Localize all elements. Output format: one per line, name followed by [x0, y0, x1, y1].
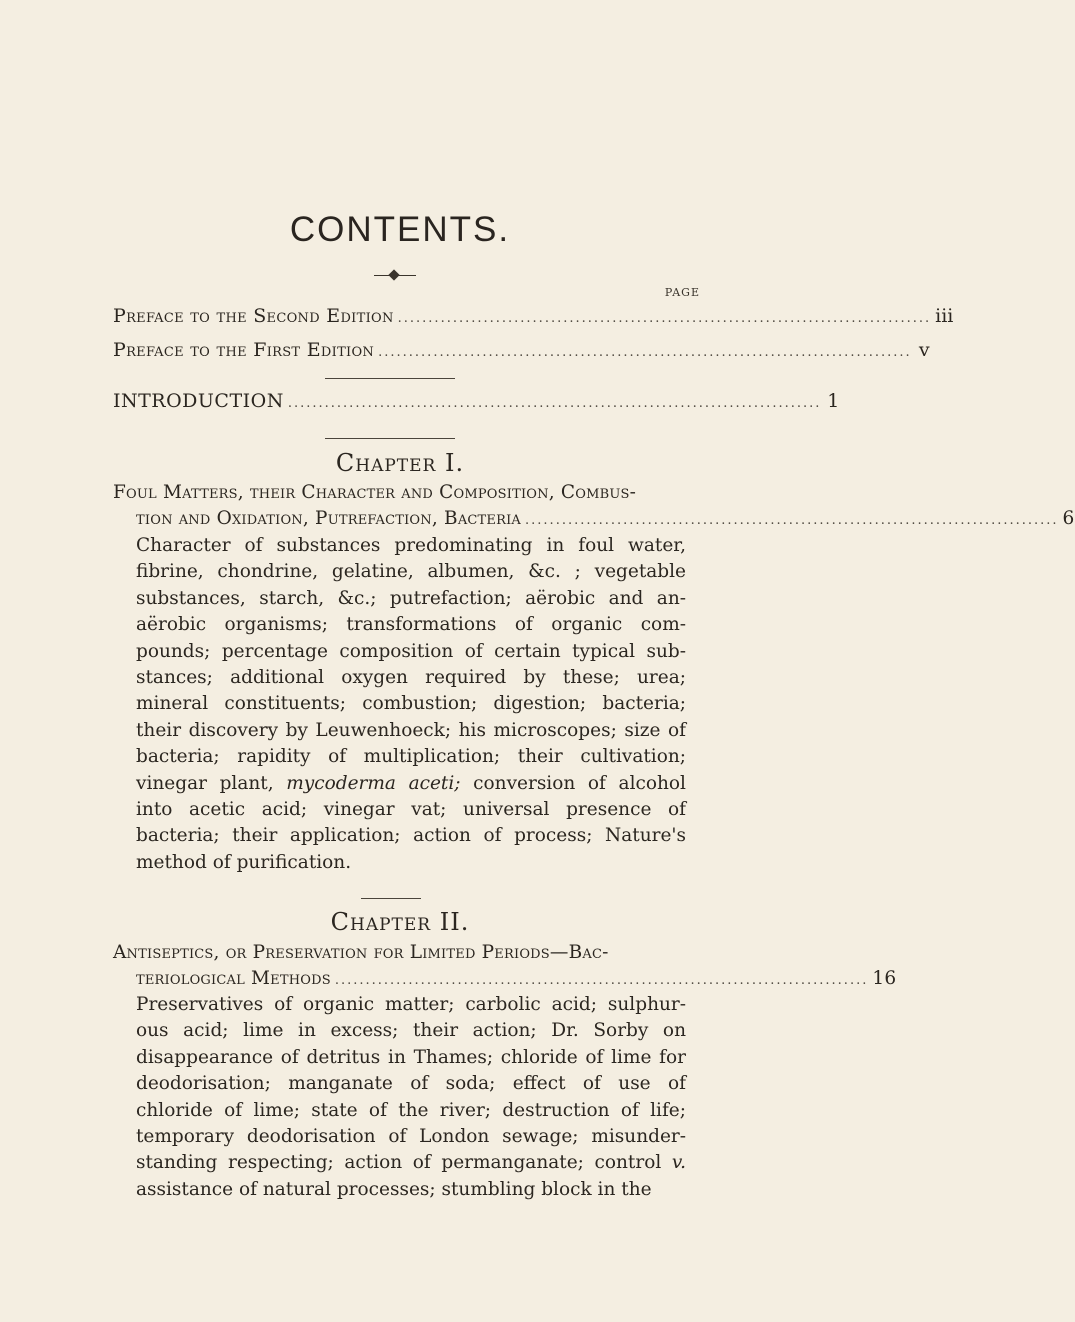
chapter-page: 16: [872, 968, 897, 989]
chapter-page: 6: [1062, 508, 1075, 529]
summary-text: assistance of natural processes; stumbling block in the: [136, 1178, 652, 1200]
toc-entry-page: iii: [935, 305, 954, 327]
divider: [325, 438, 455, 439]
diamond-icon: [388, 269, 399, 280]
page-title: CONTENTS.: [289, 210, 511, 249]
chapter-title-line: Foul Matters, their Character and Composition, Combus-: [113, 482, 637, 503]
summary-text: Preservatives of organic matter; carbolic acid; sulphur-ous acid; lime in excess; their action; Dr. Sorby on disappearance of detritus in Thames; chloride of lime for deodorisation; manganate of soda; effect of use of chloride of lime; state of the river; destruction of life; temporary deodorisation of London sewage; misunder-standing respecting; action of permanganate; control: [136, 994, 686, 1174]
chapter-title[interactable]: [113, 940, 897, 994]
chapter-title-text: teriological Methods: [136, 968, 331, 989]
chapter-heading: Chapter II.: [330, 908, 470, 936]
dot-leader: .......................................................................................: [378, 345, 912, 360]
chapter-title-line: [113, 506, 1075, 534]
summary-italic: mycoderma aceti;: [286, 772, 461, 794]
divider: [361, 898, 421, 899]
chapter-summary: [136, 533, 686, 876]
chapter-title-line: Antiseptics, or Preservation for Limited Periods—Bac-: [113, 942, 609, 963]
toc-entry-label: INTRODUCTION: [113, 390, 284, 412]
toc-entry-page: v: [918, 339, 930, 361]
summary-text: conversion of alcohol into acetic acid; vinegar vat; universal presence of bacteria; their application; action of process; Nature's method of purification.: [136, 772, 686, 873]
chapter-title-line: [113, 966, 897, 994]
summary-italic: v.: [671, 1152, 686, 1174]
toc-entry-label: Preface to the First Edition: [113, 339, 375, 361]
chapter-title-text: tion and Oxidation, Putrefaction, Bacteria: [136, 508, 522, 529]
toc-entry-preface-second[interactable]: [113, 305, 954, 331]
toc-entry-label: Preface to the Second Edition: [113, 305, 394, 327]
divider: [325, 378, 455, 379]
page-column-label: PAGE: [664, 286, 700, 299]
diamond-ornament: [374, 271, 416, 281]
dot-leader: .......................................................................................: [397, 311, 932, 326]
chapter-heading: Chapter I.: [335, 449, 465, 477]
toc-entry-page: 1: [827, 390, 840, 412]
toc-entry-introduction[interactable]: [113, 390, 840, 416]
summary-text: Character of substances predominating in foul water, fibrine, chondrine, gelatine, albumen, &c. ; vegetable substances, starch, &c.; putrefaction; aërobic and an-aërobic organisms; transformations of organic com-pounds; percentage composition of certain typical sub-stances; additional oxygen required by these; urea; mineral constituents; combustion; digestion; bacteria; their discovery by Leuwenhoeck; his microscopes; size of bacteria; rapidity of multiplication; their cultivation; vinegar plant,: [136, 535, 686, 794]
dot-leader: .......................................................................................: [287, 396, 822, 411]
dot-leader: .......................................................................................: [334, 973, 869, 988]
chapter-summary: [136, 992, 686, 1203]
dot-leader: .......................................................................................: [525, 513, 1059, 528]
toc-entry-preface-first[interactable]: [113, 339, 930, 365]
chapter-title[interactable]: [113, 480, 1075, 534]
